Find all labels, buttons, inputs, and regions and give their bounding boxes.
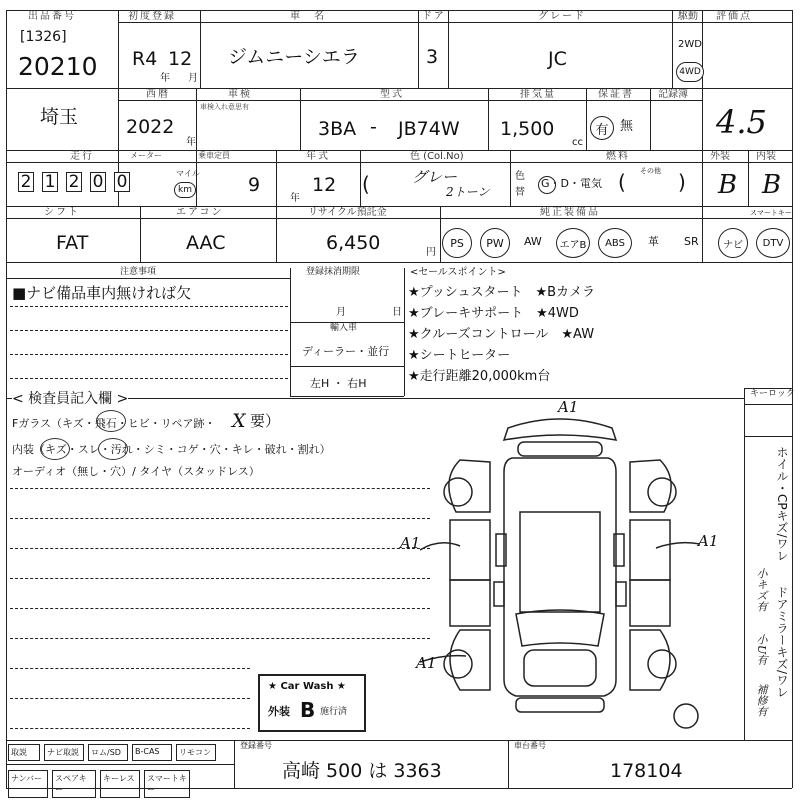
color-note: 2トーン [446, 185, 490, 199]
drive-4wd: 4WD [676, 62, 704, 82]
rule [10, 488, 430, 489]
mileage-label: 走行 [70, 151, 94, 162]
import-handle: 左H ・ 右H [310, 377, 367, 390]
rule [10, 668, 250, 669]
import-dealer: ディーラー・並行 [302, 345, 390, 358]
inspector-line2-circle [40, 438, 70, 460]
month-mark: 月 [188, 73, 198, 84]
items-row-1 [8, 744, 216, 761]
doors: 3 [426, 46, 439, 68]
rule [10, 354, 288, 355]
year-value-label: 年式 [306, 151, 330, 162]
deadline-label: 登録抹消期限 [306, 267, 361, 277]
car-wash-done: 施行済 [320, 707, 348, 717]
warranty-no: 無 [620, 119, 634, 134]
year-mark: 年 [160, 73, 170, 84]
inspector-line1-x: X [232, 410, 246, 432]
rule [300, 88, 301, 150]
shift: FAT [56, 232, 89, 254]
rule [118, 100, 702, 101]
sales-point-1: ★プッシュスタート ★Bカメラ [408, 285, 596, 300]
spare-wheel [674, 704, 698, 728]
mileage-digit: 2 [66, 172, 82, 192]
rule [10, 378, 288, 379]
right-door-front [630, 520, 670, 580]
import-label: 輸入車 [330, 323, 358, 333]
color: グレー [412, 168, 458, 186]
side-note-5: 補修有 [755, 684, 768, 717]
sales-label: <セールスポイント> [410, 267, 506, 278]
chassis: 178104 [610, 760, 683, 782]
odo-label: メーター [130, 151, 162, 160]
rule [10, 306, 288, 307]
plate: 高崎 500 は 3363 [282, 760, 442, 782]
inspector-line1-req: 要） [250, 412, 281, 430]
score: 4.5 [716, 103, 767, 141]
car-name-label: 車 名 [290, 11, 326, 22]
ac: AAC [186, 232, 226, 254]
rule [508, 740, 509, 788]
inspector-line3: オーディオ（無し・穴）/ タイヤ（スタッドレス） [12, 465, 260, 478]
interior-label: 内装 [756, 151, 776, 162]
hood [524, 650, 596, 686]
rule [10, 548, 430, 549]
wheel-left-rear [444, 478, 472, 506]
rule [118, 22, 702, 23]
inspector-line2: 内装（キズ・スレ・汚れ・シミ・コゲ・穴・キレ・破れ・割れ） [12, 443, 331, 456]
car-name: ジムニーシエラ [228, 46, 360, 68]
wheel-right-front [648, 650, 676, 678]
rule [140, 206, 141, 262]
year-value-mark: 年 [290, 193, 300, 204]
equip-navi: ナビ [718, 228, 748, 258]
side-note-3: ドアミラーキズ/ワレ [775, 586, 789, 699]
rule [6, 278, 290, 279]
side-note: ホイル・CPキズ/ワレ [775, 446, 789, 562]
rule [744, 388, 745, 740]
left-door-rear [450, 580, 490, 626]
grade-label: グレード [538, 11, 586, 22]
reg-era: R4 [132, 48, 158, 70]
fuel-paren-close: ) [678, 170, 686, 194]
model-code: JB74W [398, 118, 460, 140]
right-fender-rear [630, 460, 671, 512]
rule [6, 218, 792, 219]
rule [10, 330, 288, 331]
equip-dtv: DTV [756, 228, 790, 258]
mileage-digit: 0 [114, 172, 130, 192]
right-door-rear [630, 580, 670, 626]
side-note-2: 小キズ有 [755, 568, 768, 612]
rule [276, 150, 277, 206]
car-wash-grade: B [300, 698, 316, 722]
item-box: キーレス [100, 770, 140, 798]
warranty-label: 保証書 [598, 89, 634, 100]
cc-unit: cc [572, 137, 583, 148]
mileage-digits [18, 172, 130, 192]
damage-rear: A1 [558, 398, 579, 416]
shift-label: シフト [44, 207, 80, 218]
rule [650, 88, 651, 150]
rule [744, 436, 792, 437]
recycle: 6,450 [326, 232, 381, 254]
item-box: ナビ取説 [44, 744, 84, 761]
fuel-label: 燃料 [606, 151, 630, 162]
deadline-day: 日 [392, 307, 402, 318]
rule [10, 698, 250, 699]
rule [10, 608, 430, 609]
rule [290, 268, 291, 396]
item-box: 取説 [8, 744, 40, 761]
inspector-title: < 検査員記入欄 > [12, 391, 129, 407]
right-fender-front [630, 630, 670, 690]
windshield [516, 610, 604, 646]
year-label: 西暦 [146, 89, 170, 100]
lot-sub: [1326] [20, 29, 67, 45]
first-reg-label: 初度登録 [128, 11, 176, 22]
rule [196, 88, 197, 150]
caution-text: ■ナビ備品車内無ければ欠 [12, 284, 192, 302]
wheel-left-front [444, 650, 472, 678]
seats-label: 乗車定員 [198, 151, 230, 160]
caution-label: 注意事項 [120, 267, 157, 277]
rule [10, 518, 430, 519]
equip-ps: PS [442, 228, 472, 258]
year: 2022 [126, 116, 175, 138]
rule [276, 206, 277, 262]
inspection-note: 車検入れ意思有 [200, 103, 249, 111]
left-fender-rear [449, 460, 490, 512]
rule [702, 10, 703, 150]
lot-label: 出品番号 [28, 11, 76, 22]
damage-right: A1 [698, 532, 719, 550]
equip-sr: SR [684, 235, 699, 248]
drive-2wd: 2WD [678, 39, 702, 50]
rule [702, 22, 792, 23]
sales-point-4: ★シートヒーター [408, 348, 511, 363]
inspector-line1-circle [96, 410, 126, 432]
interior: B [762, 170, 782, 200]
left-fender-front [450, 630, 490, 690]
damage-front: A1 [416, 654, 437, 672]
item-box: ナンバー [8, 770, 48, 798]
roof [520, 512, 600, 612]
rule [6, 206, 792, 207]
rule [702, 150, 703, 262]
region: 埼玉 [40, 106, 79, 128]
keylock-label: キーロック [750, 389, 795, 399]
car-wash-ext: 外装 [268, 705, 290, 718]
rule [6, 10, 7, 788]
mileage-digit: 1 [42, 172, 58, 192]
car-wash-title: ★ Car Wash ★ [268, 681, 346, 692]
rule [6, 764, 234, 765]
equip-abs: ABS [598, 228, 632, 258]
item-box: スペアキー [52, 770, 96, 798]
rule [290, 396, 404, 397]
front-bumper [516, 698, 604, 712]
rule [6, 10, 792, 11]
sales-point-3: ★クルーズコントロール ★AW [408, 327, 595, 342]
equip-aw: AW [524, 235, 542, 248]
right-mirror [616, 582, 626, 606]
plate-label: 登録番号 [240, 741, 272, 750]
model-prefix: 3BA [318, 118, 357, 140]
fuel-paren: ( [618, 170, 626, 194]
car-diagram [420, 400, 700, 730]
damage-leader [420, 543, 460, 550]
wheel-right-rear [648, 478, 676, 506]
sales-point-2: ★ブレーキサポート ★4WD [408, 306, 579, 321]
inspector-line2-circle [98, 438, 128, 460]
rule [510, 150, 511, 206]
recycle-yen: 円 [426, 247, 436, 258]
record-label: 記録簿 [658, 89, 688, 100]
km-unit: km [174, 182, 196, 198]
rear-window [518, 442, 602, 456]
rule [234, 740, 235, 788]
mileage-digit: 0 [90, 172, 106, 192]
left-door-front [450, 520, 490, 580]
rear-bumper [504, 419, 616, 440]
mile-unit: マイル [176, 169, 200, 178]
score-label: 評価点 [716, 11, 752, 22]
keyless-label: スマートキー [750, 209, 792, 217]
seats: 9 [248, 174, 261, 196]
item-box: B-CAS [132, 744, 172, 761]
inspection-year-mark: 年 [186, 137, 196, 148]
rule [748, 150, 749, 206]
drive-label: 駆動 [678, 11, 698, 22]
equip-leather: 革 [648, 235, 659, 248]
damage-left: A1 [400, 534, 421, 552]
car-wash-stamp [258, 674, 366, 732]
rule [6, 150, 792, 151]
rule [586, 88, 587, 150]
grade: JC [548, 48, 567, 70]
displacement: 1,500 [500, 118, 555, 140]
rule [440, 206, 441, 262]
rule [10, 728, 250, 729]
body-outline [504, 458, 616, 696]
chassis-label: 車台番号 [514, 741, 546, 750]
model-dash: - [370, 116, 377, 138]
doors-label: ドア [422, 11, 446, 22]
deadline-month: 月 [336, 307, 346, 318]
reg-month: 12 [168, 48, 193, 70]
inspector-line1: Fガラス（キズ・飛石・ヒビ・リペア跡・ [12, 417, 216, 430]
item-box: ロム/SD [88, 744, 128, 761]
sales-point-5: ★走行距離20,000km台 [408, 369, 551, 384]
items-row-2 [8, 770, 190, 798]
exterior-label: 外装 [710, 151, 730, 162]
exterior: B [718, 170, 738, 200]
rule [10, 578, 430, 579]
rule [404, 268, 405, 396]
color-label: 色 (Col.No) [410, 151, 464, 162]
item-box: リモコン [176, 744, 216, 761]
displacement-label: 排気量 [520, 89, 556, 100]
equip-label: 純正装備品 [540, 207, 600, 218]
damage-leader [656, 543, 700, 548]
equip-pw: PW [480, 228, 510, 258]
fuel-options: G・D・電気 [541, 177, 602, 190]
year-value: 12 [312, 174, 337, 196]
equip-airbag: エアB [556, 228, 590, 258]
rule [488, 88, 489, 150]
rule [196, 150, 197, 206]
mileage-digit: 2 [18, 172, 34, 192]
side-note-4: 小U有 [755, 634, 768, 666]
recycle-label: リサイクル預託金 [308, 207, 387, 218]
warranty-yes: 有 [590, 116, 614, 140]
rule [744, 404, 792, 405]
paren-open: ( [362, 172, 370, 196]
color-change-2: 替 [515, 187, 525, 198]
rule [6, 262, 792, 263]
rule [360, 150, 361, 206]
rule [6, 162, 792, 163]
inspection-label: 車検 [228, 89, 252, 100]
rule [6, 740, 792, 741]
ac-label: エアコン [176, 207, 224, 218]
left-mirror [494, 582, 504, 606]
lot-number: 20210 [18, 52, 98, 81]
model-label: 型式 [380, 89, 404, 100]
rule [792, 10, 793, 788]
rule [10, 638, 430, 639]
rule [290, 366, 404, 367]
color-change-1: 色 [515, 171, 525, 182]
item-box: スマートキー [144, 770, 190, 798]
fuel-other: その他 [640, 167, 661, 175]
